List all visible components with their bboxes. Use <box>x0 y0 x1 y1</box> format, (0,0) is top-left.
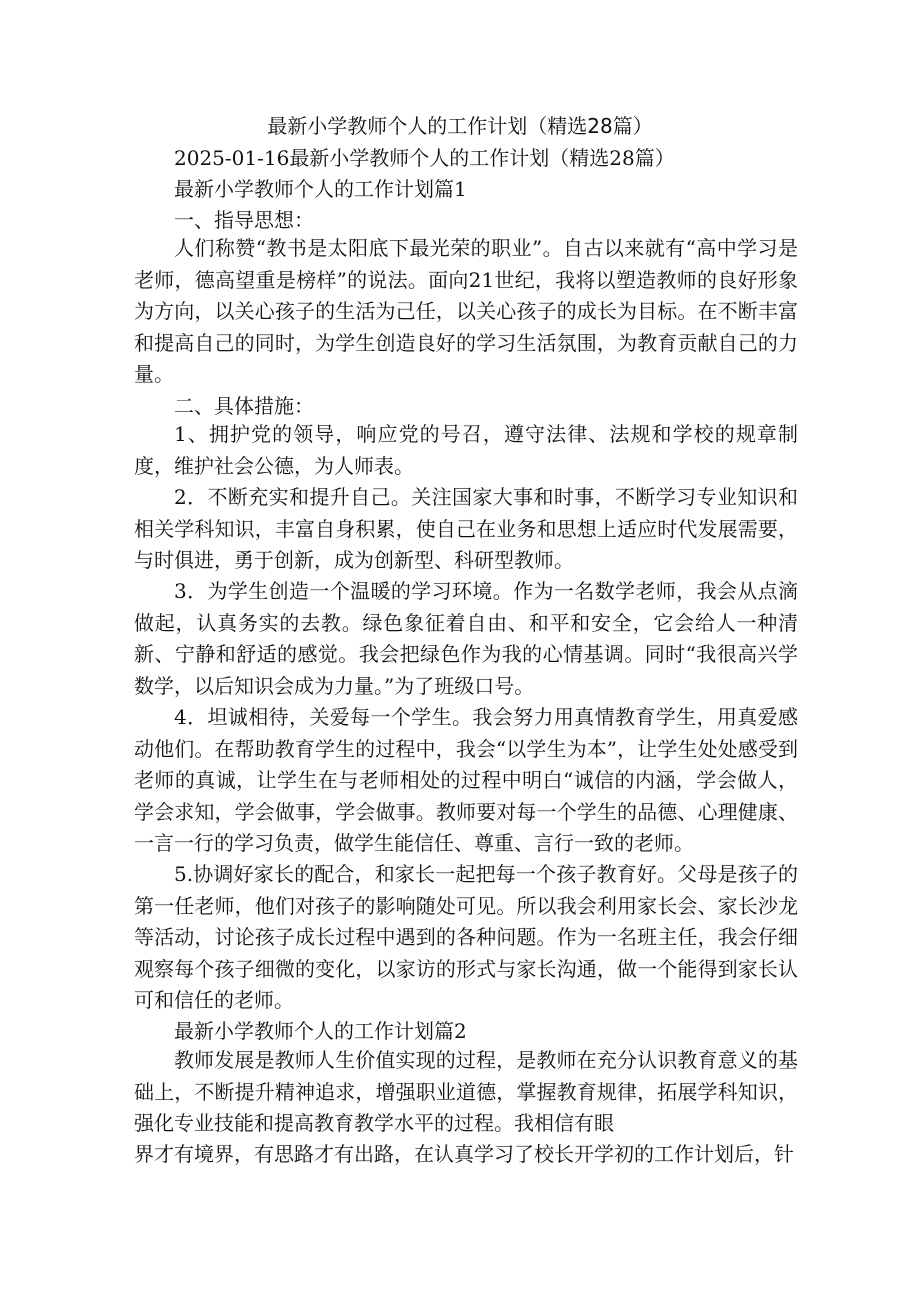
subheading-guiding-thought: 一、指导思想： <box>174 208 314 232</box>
measure-item-5: 5.协调好家长的配合，和家长一起把每一个孩子教育好。父母是孩子的第一任老师，他们对孩子的影响随处可见。所以我会利用家长会、家长沙龙等活动，讨论孩子成长过程中遇到的各种问题。作为一名班主任，我会仔细观察每个孩子细微的变化，以家访的形式与家长沟通，做一个能得到家长认可和信任的老师。 <box>134 862 798 1012</box>
paragraph-teacher-development-continued: 界才有境界，有思路才有出路，在认真学习了校长开学初的工作计划后，针 <box>134 1142 794 1166</box>
paragraph-guiding-thought: 人们称赞“教书是太阳底下最光荣的职业”。自古以来就有“高中学习是老师，德高望重是榜样”的说法。面向21世纪，我将以塑造教师的良好形象为方向，以关心孩子的生活为己任，以关心孩子的成长为目标。在不断丰富和提高自己的同时，为学生创造良好的学习生活氛围，为教育贡献自己的力量。 <box>134 236 798 386</box>
paragraph-teacher-development: 教师发展是教师人生价值实现的过程，是教师在充分认识教育意义的基础上，不断提升精神追求，增强职业道德，掌握教育规律，拓展学科知识，强化专业技能和提高教育教学水平的过程。我相信有眼 <box>134 1048 798 1135</box>
measure-item-3: 3．为学生创造一个温暖的学习环境。作为一名数学老师，我会从点滴做起，认真务实的去教。绿色象征着自由、和平和安全，它会给人一种清新、宁静和舒适的感觉。我会把绿色作为我的心情基调。同时“我很高兴学数学，以后知识会成为力量。”为了班级口号。 <box>134 579 798 698</box>
section-heading-1: 最新小学教师个人的工作计划篇1 <box>174 177 467 201</box>
subheading-measures: 二、具体措施： <box>174 394 314 418</box>
measure-item-1: 1、拥护党的领导，响应党的号召，遵守法律、法规和学校的规章制度，维护社会公德，为人师表。 <box>134 422 798 478</box>
section-heading-2: 最新小学教师个人的工作计划篇2 <box>174 1019 467 1043</box>
document-meta-line: 2025-01-16最新小学教师个人的工作计划（精选28篇） <box>174 146 675 170</box>
measure-item-4: 4．坦诚相待，关爱每一个学生。我会努力用真情教育学生，用真爱感动他们。在帮助教育学生的过程中，我会“以学生为本”，让学生处处感受到老师的真诚，让学生在与老师相处的过程中明白“诚信的内涵，学会做人，学会求知，学会做事，学会做事。教师要对每一个学生的品德、心理健康、一言一行的学习负责，做学生能信任、尊重、言行一致的老师。 <box>134 705 798 855</box>
document-title: 最新小学教师个人的工作计划（精选28篇） <box>267 114 653 138</box>
measure-item-2: 2．不断充实和提升自己。关注国家大事和时事，不断学习专业知识和相关学科知识，丰富自身积累，使自己在业务和思想上适应时代发展需要，与时俱进，勇于创新，成为创新型、科研型教师。 <box>134 485 798 572</box>
